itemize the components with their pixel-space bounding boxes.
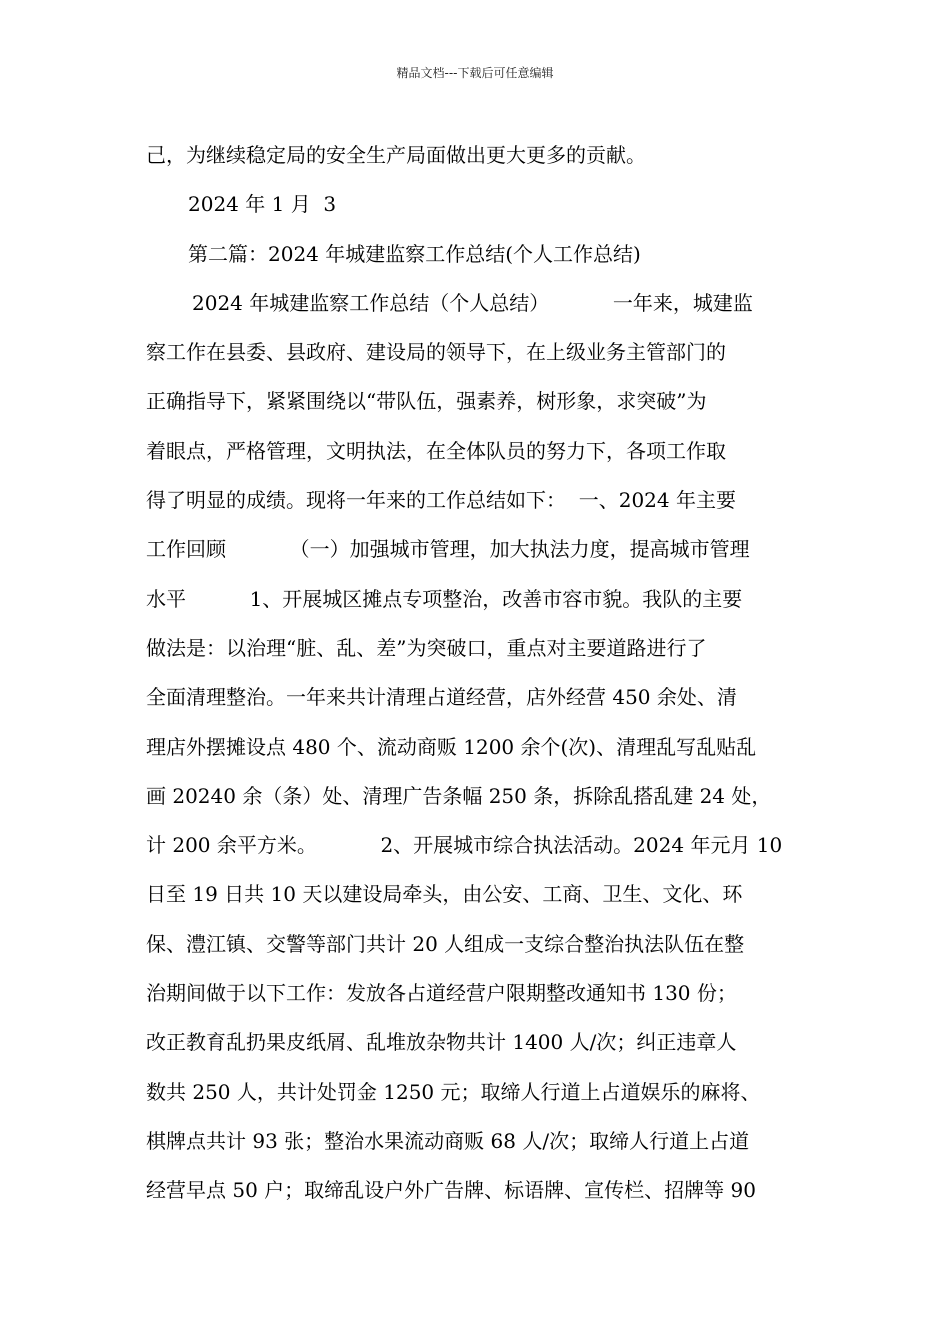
body-line: 水平 1、开展城区摊点专项整治，改善市容市貌。我队的主要	[146, 586, 743, 611]
body-line: 2024 年城建监察工作总结（个人总结） 一年来，城建监	[192, 290, 753, 315]
body-line: 经营早点 50 户；取缔乱设户外广告牌、标语牌、宣传栏、招牌等 90	[146, 1178, 756, 1203]
section-title: 第二篇：2024 年城建监察工作总结(个人工作总结)	[188, 241, 641, 266]
body-line: 做法是：以治理“脏、乱、差”为突破口，重点对主要道路进行了	[146, 635, 707, 660]
body-line: 改正教育乱扔果皮纸屑、乱堆放杂物共计 1400 人/次；纠正违章人	[146, 1030, 737, 1055]
body-line: 数共 250 人，共计处罚金 1250 元；取缔人行道上占道娱乐的麻将、	[146, 1079, 761, 1104]
body-line: 理店外摆摊设点 480 个、流动商贩 1200 余个(次)、清理乱写乱贴乱	[146, 734, 757, 759]
body-line: 治期间做于以下工作：发放各占道经营户限期整改通知书 130 份；	[146, 981, 737, 1006]
body-line: 保、澧江镇、交警等部门共计 20 人组成一支综合整治执法队伍在整	[146, 931, 745, 956]
body-line: 得了明显的成绩。现将一年来的工作总结如下： 一、2024 年主要	[146, 488, 736, 513]
body-line: 计 200 余平方米。 2、开展城市综合执法活动。2024 年元月 10	[146, 833, 783, 858]
page-header: 精品文档---下载后可任意编辑	[396, 66, 554, 80]
body-line: 己，为继续稳定局的安全生产局面做出更大更多的贡献。	[146, 143, 646, 167]
body-line: 棋牌点共计 93 张；整治水果流动商贩 68 人/次；取缔人行道上占道	[146, 1128, 750, 1153]
body-line: 察工作在县委、县政府、建设局的领导下，在上级业务主管部门的	[146, 340, 726, 365]
body-line: 工作回顾 （一）加强城市管理，加大执法力度，提高城市管理	[146, 537, 750, 562]
body-line: 正确指导下，紧紧围绕以“带队伍，强素养，树形象，求突破”为	[146, 389, 707, 414]
body-line: 日至 19 日共 10 天以建设局牵头，由公安、工商、卫生、文化、环	[146, 882, 743, 907]
body-line: 全面清理整治。一年来共计清理占道经营，店外经营 450 余处、清	[146, 685, 737, 710]
document-body	[146, 131, 808, 1216]
body-line: 着眼点，严格管理，文明执法，在全体队员的努力下，各项工作取	[146, 438, 726, 463]
date-line: 2024 年 1 月 3	[188, 192, 337, 217]
body-line: 画 20240 余（条）处、清理广告条幅 250 条，拆除乱搭乱建 24 处，	[146, 783, 772, 808]
